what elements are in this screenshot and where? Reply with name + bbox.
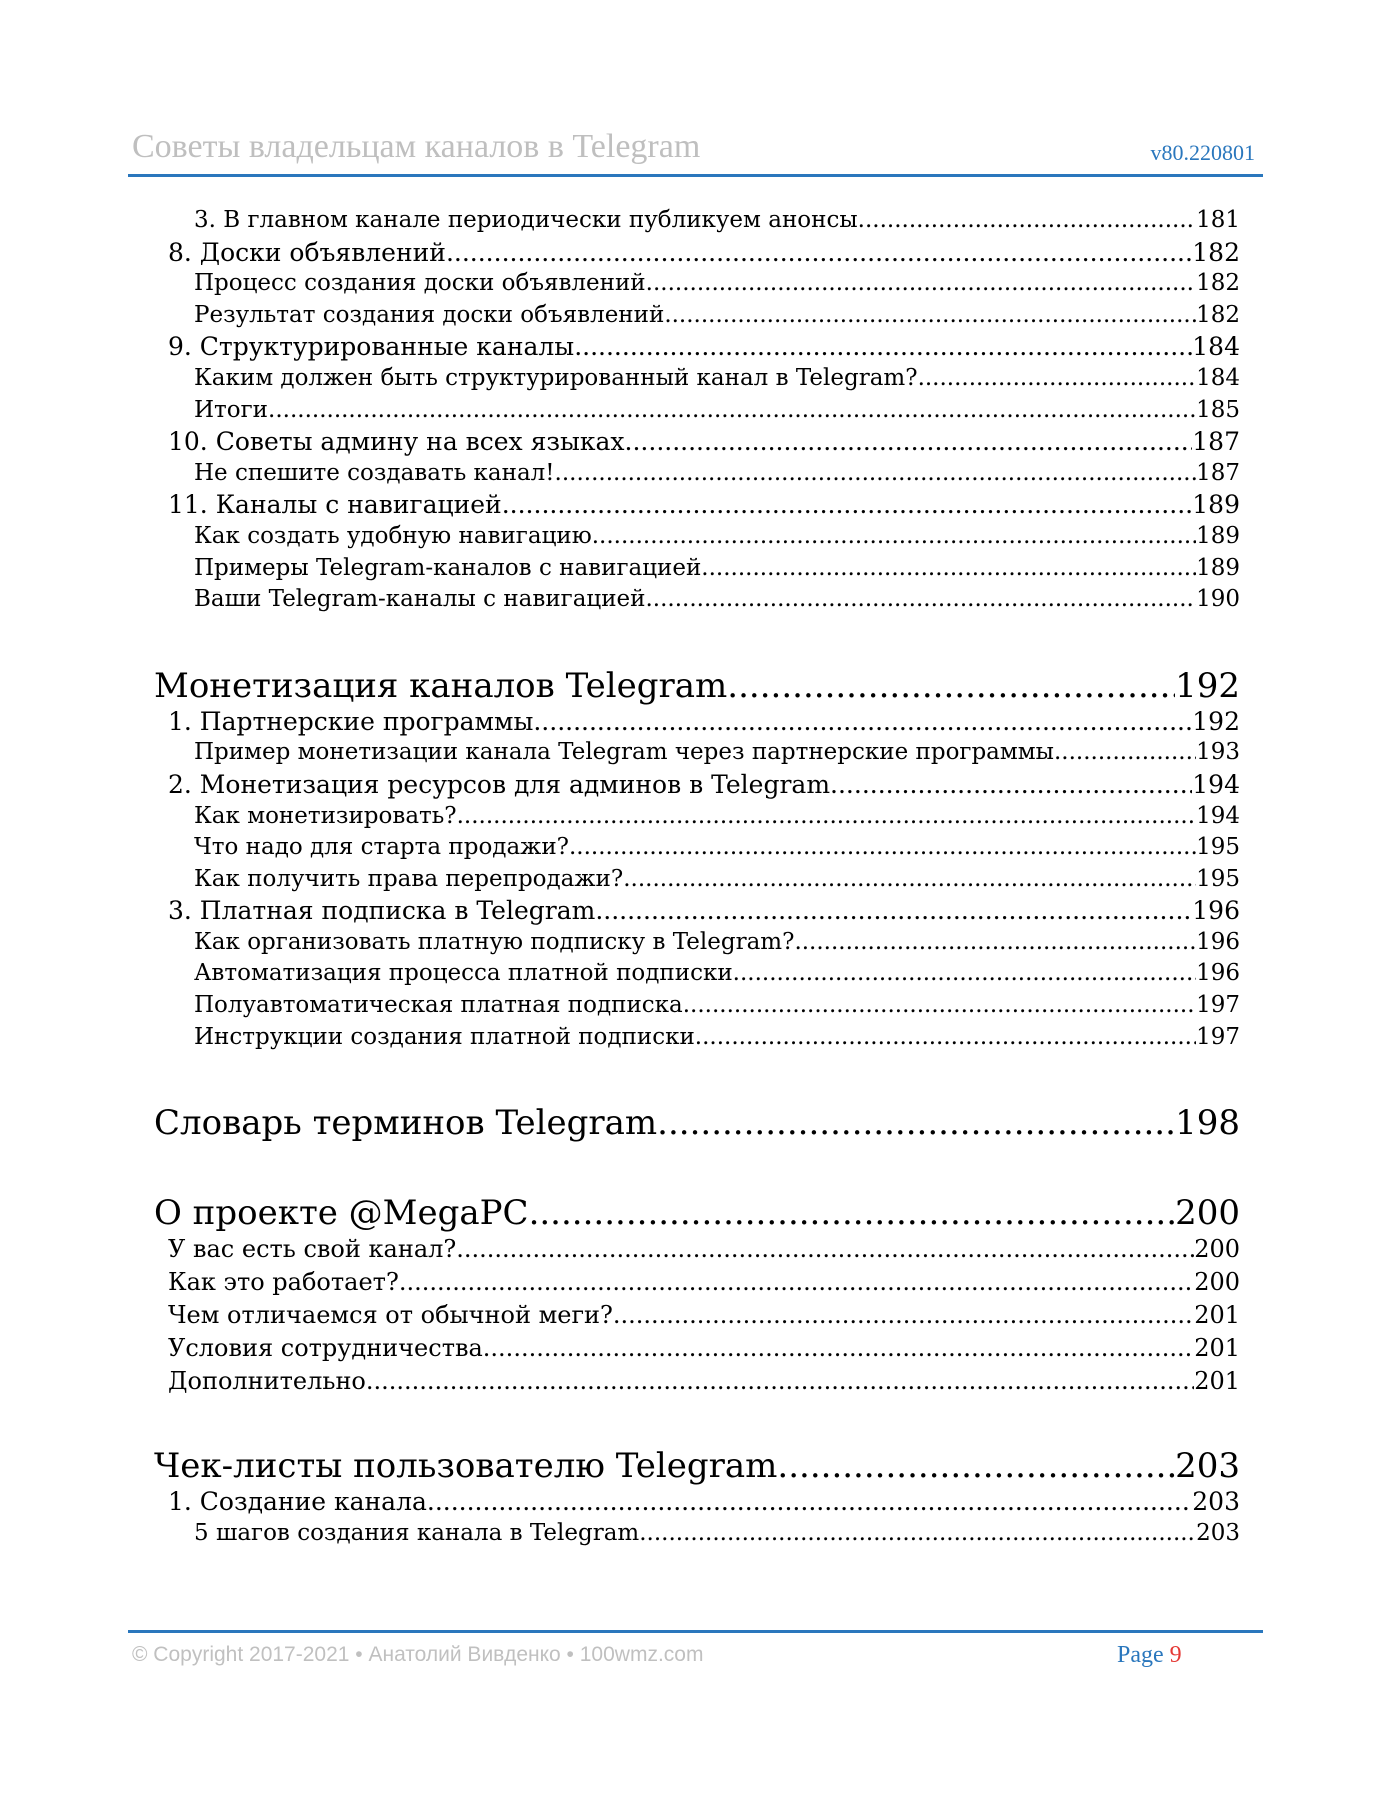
toc-entry-page: 194 <box>1192 769 1240 799</box>
toc-leader-dots <box>701 553 1196 585</box>
toc-leader-dots <box>457 801 1196 833</box>
toc-group <box>150 666 1240 1054</box>
toc-entry-page: 200 <box>1175 1193 1240 1234</box>
toc-entry-page: 182 <box>1192 237 1240 267</box>
toc-leader-dots <box>918 363 1197 395</box>
toc-entry-title: Как это работает? <box>168 1268 399 1297</box>
toc-leader-dots <box>483 1332 1194 1365</box>
toc-leader-dots <box>592 521 1196 553</box>
toc-entry[interactable] <box>150 1103 1240 1143</box>
toc-leader-dots <box>733 958 1196 990</box>
toc-entry[interactable] <box>150 205 1240 237</box>
toc-entry-title: Полуавтоматическая платная подписка <box>194 992 683 1019</box>
toc-entry[interactable] <box>150 458 1240 490</box>
toc-entry-page: 195 <box>1196 834 1240 861</box>
toc-leader-dots <box>646 268 1196 300</box>
header-divider <box>128 174 1263 177</box>
toc-entry[interactable] <box>150 666 1240 706</box>
document-version: v80.220801 <box>1150 140 1255 165</box>
toc-entry[interactable] <box>150 363 1240 395</box>
toc-entry[interactable] <box>150 1332 1240 1365</box>
toc-entry-title: 2. Монетизация ресурсов для админов в Telegram <box>168 769 831 799</box>
toc-leader-dots <box>683 990 1196 1022</box>
toc-entry[interactable] <box>150 958 1240 990</box>
toc-entry[interactable] <box>150 426 1240 458</box>
toc-entry[interactable] <box>150 1266 1240 1299</box>
toc-leader-dots <box>502 489 1193 521</box>
toc-entry-title: Каким должен быть структурированный канал в Telegram? <box>194 364 918 391</box>
toc-entry-page: 190 <box>1196 586 1240 613</box>
toc-leader-dots <box>645 584 1196 616</box>
page-number-value: 9 <box>1169 1642 1182 1668</box>
toc-entry-title: Пример монетизации канала Telegram через партнерские программы <box>194 739 1054 766</box>
toc-leader-dots <box>613 1299 1194 1332</box>
toc-leader-dots <box>858 205 1196 237</box>
toc-entry-title: 1. Партнерские программы <box>168 706 534 736</box>
toc-leader-dots <box>777 1446 1175 1486</box>
toc-entry-page: 192 <box>1175 665 1240 706</box>
toc-entry-title: Не спешите создавать канал! <box>194 459 555 486</box>
toc-leader-dots <box>529 1193 1176 1233</box>
toc-entry-title: Ваши Telegram-каналы с навигацией <box>194 586 646 613</box>
toc-leader-dots <box>664 300 1196 332</box>
document-title: Советы владельцам каналов в Telegram <box>132 128 701 165</box>
toc-entry-page: 189 <box>1196 522 1240 549</box>
toc-entry-page: 189 <box>1196 554 1240 581</box>
toc-entry-page: 203 <box>1192 1487 1240 1517</box>
toc-entry[interactable] <box>150 1446 1240 1486</box>
toc-entry-page: 193 <box>1196 739 1240 766</box>
toc-entry-title: Как монетизировать? <box>194 802 457 829</box>
toc-leader-dots <box>623 864 1196 896</box>
toc-leader-dots <box>268 395 1196 427</box>
toc-entry-page: 203 <box>1196 1519 1240 1546</box>
toc-leader-dots <box>1054 737 1196 769</box>
toc-entry-page: 197 <box>1196 1023 1240 1050</box>
toc-entry-page: 201 <box>1194 1334 1240 1363</box>
toc-leader-dots <box>639 1518 1196 1550</box>
toc-entry-title: 8. Доски объявлений <box>168 237 446 267</box>
toc-entry-title: 3. Платная подписка в Telegram <box>168 896 596 926</box>
toc-leader-dots <box>595 895 1192 927</box>
toc-entry-title: Инструкции создания платной подписки <box>194 1023 695 1050</box>
toc-entry[interactable] <box>150 832 1240 864</box>
toc-entry-page: 200 <box>1194 1235 1240 1264</box>
toc-entry-page: 194 <box>1196 802 1240 829</box>
toc-entry-page: 196 <box>1196 960 1240 987</box>
toc-entry[interactable] <box>150 737 1240 769</box>
toc-entry-title: Как получить права перепродажи? <box>194 865 624 892</box>
toc-entry-page: 182 <box>1196 301 1240 328</box>
toc-entry-title: Условия сотрудничества <box>168 1334 483 1363</box>
toc-entry[interactable] <box>150 1193 1240 1233</box>
toc-entry[interactable] <box>150 801 1240 833</box>
toc-entry[interactable] <box>150 237 1240 269</box>
toc-entry-page: 187 <box>1192 427 1240 457</box>
toc-entry-title: Как создать удобную навигацию <box>194 522 592 549</box>
toc-entry[interactable] <box>150 300 1240 332</box>
toc-entry[interactable] <box>150 769 1240 801</box>
toc-entry-page: 185 <box>1196 396 1240 423</box>
toc-entry[interactable] <box>150 489 1240 521</box>
toc-entry-page: 197 <box>1196 992 1240 1019</box>
toc-entry-title: Примеры Telegram-каналов с навигацией <box>194 554 702 581</box>
toc-leader-dots <box>830 769 1192 801</box>
toc-entry-title: Процесс создания доски объявлений <box>194 270 646 297</box>
toc-entry-title: Словарь терминов Telegram <box>154 1103 658 1144</box>
toc-entry[interactable] <box>150 268 1240 300</box>
page-number <box>1117 1642 1182 1669</box>
toc-entry-title: Результат создания доски объявлений <box>194 301 665 328</box>
toc-entry-title: 3. В главном канале периодически публикуем анонсы <box>194 207 858 233</box>
toc-entry[interactable] <box>150 927 1240 959</box>
toc-group <box>150 1446 1240 1549</box>
toc-entry-page: 196 <box>1196 928 1240 955</box>
toc-entry-title: Монетизация каналов Telegram <box>154 665 728 706</box>
toc-entry-page: 195 <box>1196 865 1240 892</box>
toc-entry-title: У вас есть свой канал? <box>168 1235 457 1264</box>
page-header <box>128 128 1263 176</box>
toc-entry[interactable] <box>150 331 1240 363</box>
toc-leader-dots <box>456 1233 1194 1266</box>
toc-group <box>150 1193 1240 1398</box>
toc-leader-dots <box>794 927 1196 959</box>
toc-entry-title: 11. Каналы с навигацией <box>168 490 502 520</box>
toc-entry-page: 184 <box>1196 364 1240 391</box>
toc-leader-dots <box>574 331 1192 363</box>
toc-leader-dots <box>555 458 1197 490</box>
toc-entry[interactable] <box>150 706 1240 738</box>
toc-entry[interactable] <box>150 1299 1240 1332</box>
toc-entry[interactable] <box>150 864 1240 896</box>
toc-entry-page: 189 <box>1192 490 1240 520</box>
toc-leader-dots <box>399 1266 1194 1299</box>
toc-entry-page: 192 <box>1192 706 1240 736</box>
toc-entry-page: 182 <box>1196 270 1240 297</box>
toc-entry[interactable] <box>150 1233 1240 1266</box>
toc-group <box>150 1103 1240 1143</box>
toc-entry-page: 187 <box>1196 459 1240 486</box>
toc-entry-page: 198 <box>1175 1103 1240 1144</box>
toc-group <box>150 205 1240 616</box>
toc-leader-dots <box>446 237 1192 269</box>
toc-entry-page: 201 <box>1194 1301 1240 1330</box>
toc-entry-title: 5 шагов создания канала в Telegram <box>194 1519 640 1546</box>
footer-divider <box>128 1630 1263 1633</box>
toc-entry[interactable] <box>150 1486 1240 1518</box>
toc-entry[interactable] <box>150 395 1240 427</box>
toc-entry[interactable] <box>150 895 1240 927</box>
toc-entry-title: Чем отличаемся от обычной меги? <box>168 1301 613 1330</box>
toc-entry[interactable] <box>150 521 1240 553</box>
toc-entry-title: 1. Создание канала <box>168 1487 427 1517</box>
toc-entry-title: Как организовать платную подписку в Telegram? <box>194 928 795 955</box>
toc-entry-title: Итоги <box>194 396 269 423</box>
toc-entry-page: 181 <box>1196 207 1240 233</box>
toc-entry[interactable] <box>150 990 1240 1022</box>
toc-leader-dots <box>366 1365 1194 1398</box>
toc-leader-dots <box>695 1022 1196 1054</box>
toc-entry-title: Что надо для старта продажи? <box>194 834 569 861</box>
toc-entry[interactable] <box>150 553 1240 585</box>
toc-entry-title: О проекте @MegaPC <box>154 1193 529 1234</box>
toc-entry-page: 200 <box>1194 1268 1240 1297</box>
toc-entry-page: 184 <box>1192 332 1240 362</box>
toc-leader-dots <box>533 706 1192 738</box>
toc-entry[interactable] <box>150 1518 1240 1550</box>
toc-entry-title: Дополнительно <box>168 1367 366 1396</box>
toc-leader-dots <box>727 666 1175 706</box>
toc-leader-dots <box>569 832 1196 864</box>
toc-entry-page: 196 <box>1192 896 1240 926</box>
toc-entry-title: Чек-листы пользователю Telegram <box>154 1446 778 1487</box>
toc-entry[interactable] <box>150 584 1240 616</box>
toc-entry-title: Автоматизация процесса платной подписки <box>194 960 733 987</box>
toc-entry-page: 201 <box>1194 1367 1240 1396</box>
toc-entry[interactable] <box>150 1022 1240 1054</box>
toc-leader-dots <box>427 1486 1192 1518</box>
toc-entry-page: 203 <box>1175 1446 1240 1487</box>
toc-entry-title: 9. Структурированные каналы <box>168 332 575 362</box>
table-of-contents <box>150 205 1240 1549</box>
toc-leader-dots <box>625 426 1193 458</box>
toc-leader-dots <box>657 1103 1175 1143</box>
toc-entry-title: 10. Советы админу на всех языках <box>168 427 625 457</box>
page-label: Page <box>1117 1642 1164 1668</box>
copyright-notice: © Copyright 2017-2021 • Анатолий Вивденко • 100wmz.com <box>132 1643 704 1666</box>
toc-entry[interactable] <box>150 1365 1240 1398</box>
